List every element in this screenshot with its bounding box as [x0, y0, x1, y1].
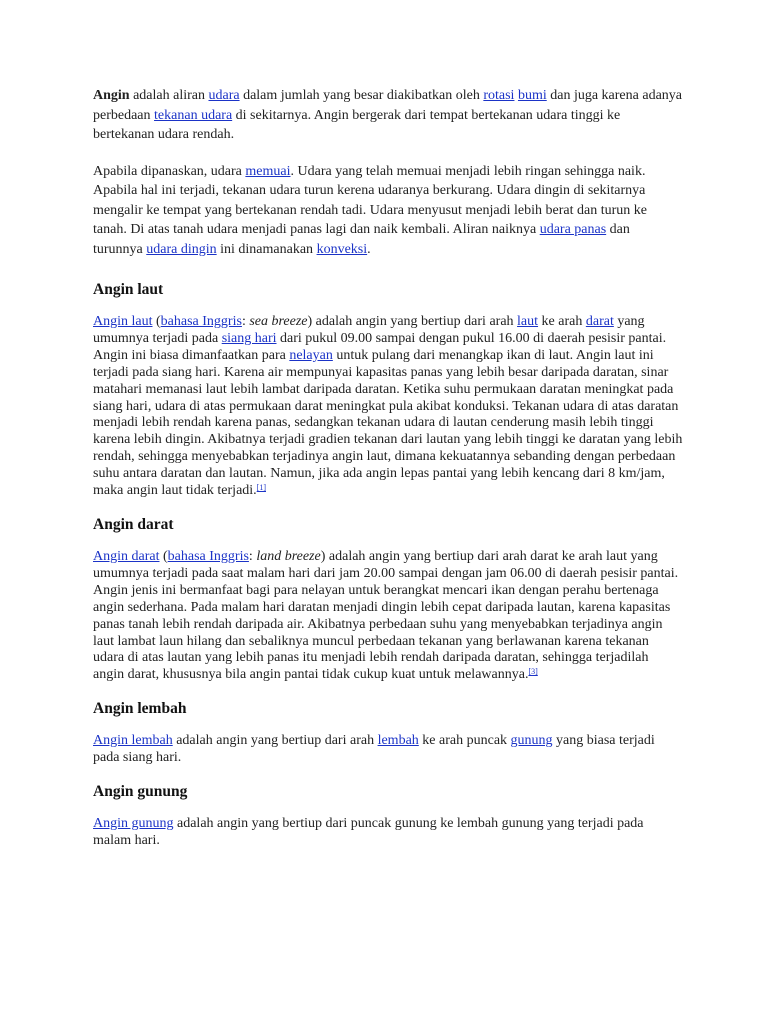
heading-angin-lembah: Angin lembah — [93, 700, 187, 718]
angin-darat-paragraph: Angin darat (bahasa Inggris: land breeze) adalah angin yang bertiup dari arah darat ke arah laut yang umumnya terjadi pada saat malam hari dari jam 20.00 sampai dengan jam 06.00 di daerah pesisir pantai. Angin jenis ini bermanfaat bagi para nelayan untuk berangkat mencari ikan dengan perahu bertenaga angin sederhana. Pada malam hari daratan menjadi dingin lebih cepat daripada lautan, karena kapasitas panas tanah lebih rendah daripada air. Akibatnya perbedaan suhu yang menyebabkan terjadinya angin laut lambat laun hilang dan sebaliknya muncul perbedaan tekanan yang berlawanan karena tekanan udara di atas lautan yang lebih panas itu menjadi lebih rendah daripada daratan, sehingga terjadilah angin darat, khususnya bila angin pantai tidak cukup kuat untuk melawannya.[3] — [93, 548, 679, 683]
link-tekanan-udara[interactable]: tekanan udara — [154, 107, 233, 123]
term-angin: Angin — [93, 88, 130, 103]
footnote-ref-1[interactable]: [1] — [256, 483, 266, 493]
link-bahasa-inggris[interactable]: bahasa Inggris — [167, 548, 249, 564]
link-angin-lembah[interactable]: Angin lembah — [93, 733, 173, 749]
heading-angin-gunung: Angin gunung — [93, 783, 188, 801]
intro-paragraph: Angin adalah aliran udara dalam jumlah yang besar diakibatkan oleh rotasi bumi dan juga karena adanya perbedaan tekanan udara di sekitarnya. Angin bergerak dari tempat bertekanan udara tinggi ke bertekanan udara rendah. — [93, 88, 682, 142]
link-laut[interactable]: laut — [517, 314, 539, 329]
footnote-ref-3[interactable]: [3] — [528, 667, 538, 677]
link-angin-darat[interactable]: Angin darat — [93, 548, 160, 564]
angin-laut-paragraph: Angin laut (bahasa Inggris: sea breeze) adalah angin yang bertiup dari arah laut ke arah darat yang umumnya terjadi pada siang hari dari pukul 09.00 sampai dengan pukul 16.00 di daerah pesisir pantai. Angin ini biasa dimanfaatkan para nelayan untuk pulang dari menangkap ikan di laut. Angin laut ini terjadi pada siang hari. Karena air mempunyai kapasitas panas yang lebih besar daripada daratan, sinar matahari memanasi laut lebih lambat daripada daratan. Ketika suhu permukaan daratan meningkat pada siang hari, udara di atas permukaan darat meningkat pula akibat konduksi. Tekanan udara di atas daratan menjadi lebih rendah karena panas, sedangkan tekanan udara di lautan cenderung masih lebih tinggi karena lebih dingin. Akibatnya terjadi gradien tekanan dari lautan yang lebih tinggi ke daratan yang lebih rendah, sehingga menyebabkan terjadinya angin laut, dimana kekuatannya sebanding dengan perbedaan suhu antara daratan dan lautan. Namun, jika ada angin lepas pantai yang lebih kencang dari 8 km/jam, maka angin laut tidak terjadi.[1] — [93, 314, 683, 499]
link-lembah[interactable]: lembah — [377, 733, 419, 749]
link-udara[interactable]: udara — [208, 88, 240, 103]
term-land-breeze: land breeze — [256, 548, 321, 564]
link-bahasa-inggris[interactable]: bahasa Inggris — [160, 314, 242, 329]
convection-paragraph: Apabila dipanaskan, udara memuai. Udara yang telah memuai menjadi lebih ringan sehingga naik. Apabila hal ini terjadi, tekanan udara turun kerena udaranya berkurang. Udara dingin di sekitarnya mengalir ke tempat yang bertekanan rendah tadi. Udara menyusut menjadi lebih berat dan turun ke tanah. Di atas tanah udara menjadi panas lagi dan naik kembali. Aliran naiknya udara panas dan turunnya udara dingin ini dinamanakan konveksi. — [93, 163, 647, 257]
link-angin-gunung[interactable]: Angin gunung — [93, 816, 174, 832]
link-nelayan[interactable]: nelayan — [289, 347, 333, 363]
link-udara-dingin[interactable]: udara dingin — [146, 241, 217, 257]
article-body — [93, 86, 683, 850]
link-bumi[interactable]: bumi — [517, 88, 547, 103]
angin-lembah-paragraph: Angin lembah adalah angin yang bertiup dari arah lembah ke arah puncak gunung yang biasa terjadi pada siang hari. — [93, 733, 655, 766]
heading-angin-laut: Angin laut — [93, 281, 164, 298]
angin-gunung-paragraph: Angin gunung adalah angin yang bertiup dari puncak gunung ke lembah gunung yang terjadi pada malam hari. — [93, 816, 644, 848]
link-rotasi[interactable]: rotasi — [483, 88, 515, 103]
link-angin-laut[interactable]: Angin laut — [93, 314, 153, 329]
link-konveksi[interactable]: konveksi — [316, 241, 368, 257]
link-udara-panas[interactable]: udara panas — [539, 222, 607, 237]
link-memuai[interactable]: memuai — [245, 163, 291, 179]
link-gunung[interactable]: gunung — [510, 733, 553, 749]
link-siang-hari[interactable]: siang hari — [221, 330, 277, 346]
term-sea-breeze: sea breeze — [249, 314, 308, 329]
link-darat[interactable]: darat — [585, 314, 614, 329]
heading-angin-darat: Angin darat — [93, 515, 174, 533]
